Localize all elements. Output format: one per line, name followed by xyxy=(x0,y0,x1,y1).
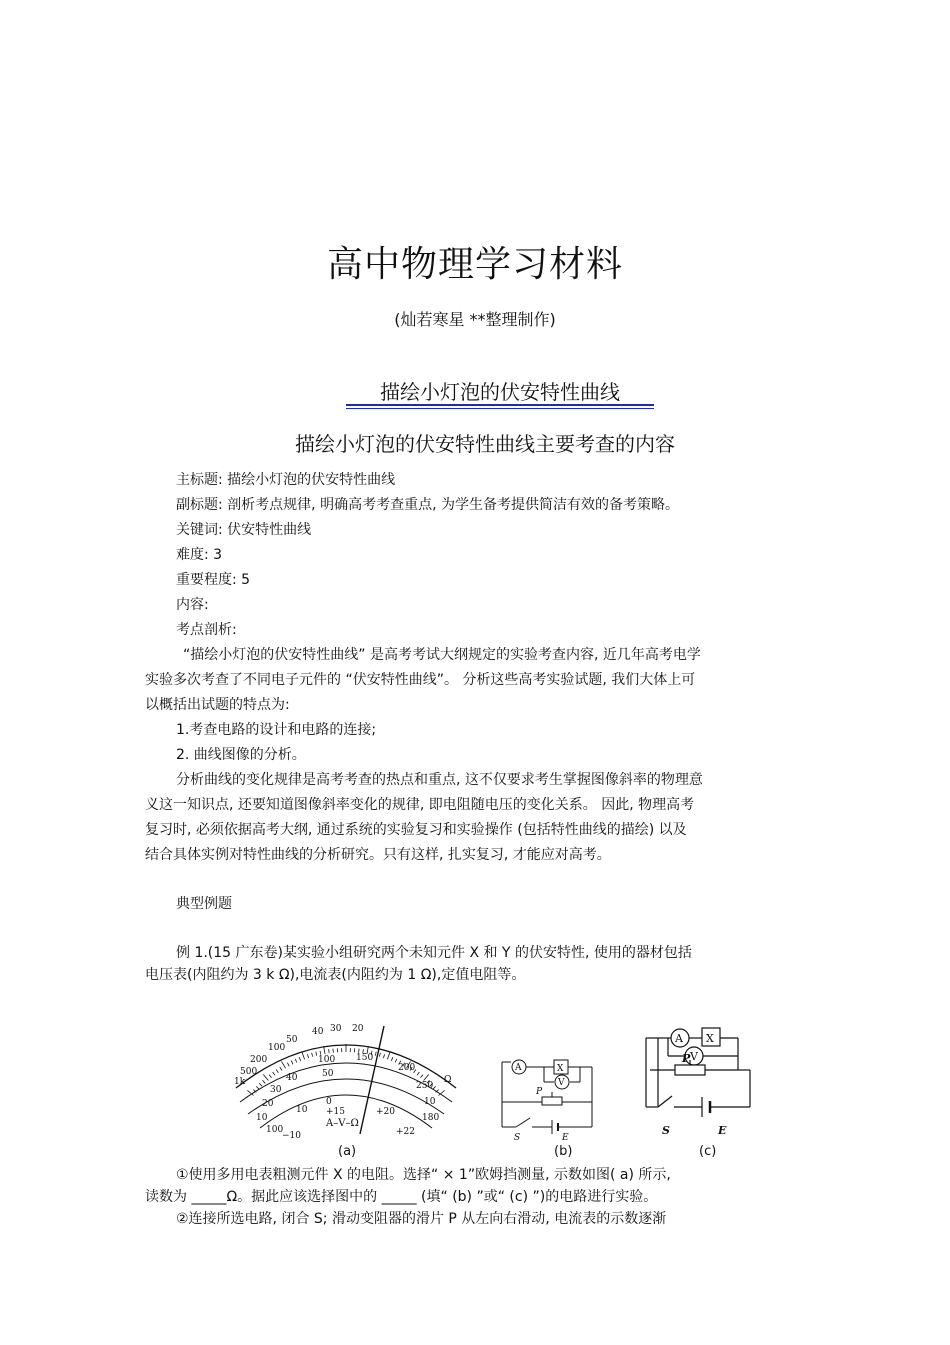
dial-right-omega: Ω xyxy=(444,1075,452,1085)
circuit-c-figure xyxy=(640,1010,760,1142)
dial-tick xyxy=(316,1052,317,1056)
dial-tick xyxy=(282,1061,286,1068)
dial-tick xyxy=(273,1072,275,1075)
example-1-line-2: 电压表(内阻约为 3 k Ω),电流表(内阻约为 1 Ω),定值电阻等。 xyxy=(145,967,526,983)
dial-tick xyxy=(395,1059,397,1063)
dial-tick xyxy=(291,1061,293,1065)
dial-tick xyxy=(424,1074,429,1080)
paragraph-2-line-1: 分析曲线的变化规律是高考考查的热点和重点, 这不仅要求考生掌握图像斜率的物理意 xyxy=(176,772,703,788)
multimeter-dial-figure xyxy=(226,1022,466,1140)
dial-mid-20: 20 xyxy=(262,1099,274,1109)
dial-tick xyxy=(387,1052,390,1060)
dial-tick xyxy=(307,1054,308,1058)
circuit-b-element-x: X xyxy=(557,1064,564,1074)
circuit-b-slider-p: P xyxy=(536,1087,543,1097)
meta-importance: 重要程度: 5 xyxy=(176,572,251,588)
dial-tick xyxy=(263,1080,266,1083)
dial-mid-150: 150 xyxy=(356,1053,374,1063)
dial-tick xyxy=(433,1086,436,1089)
meta-content-label: 内容: xyxy=(176,597,209,613)
list-item-2: 2. 曲线图像的分析。 xyxy=(176,747,306,763)
dial-tick xyxy=(276,1070,278,1073)
dial-right-250: 250 xyxy=(416,1081,434,1091)
credit-line: (灿若寒星 **整理制作) xyxy=(394,310,556,329)
dial-label-30: 30 xyxy=(330,1024,342,1034)
dial-small-22: +22 xyxy=(396,1127,415,1137)
dial-small-0: 0 xyxy=(326,1097,332,1107)
dial-tick xyxy=(383,1054,384,1058)
dial-label-1k: 1k xyxy=(234,1077,246,1087)
circuit-b-voltmeter-icon: V xyxy=(558,1078,565,1088)
section-subtitle: 描绘小灯泡的伏安特性曲线主要考查的内容 xyxy=(295,432,675,456)
dial-right-10: 10 xyxy=(424,1097,436,1107)
dial-tick xyxy=(329,1049,330,1053)
paragraph-2-line-2: 义这一知识点, 还要知道图像斜率变化的规律, 即电阻随电压的变化关系。 因此, 物理高考 xyxy=(145,797,695,813)
dial-tick xyxy=(295,1059,297,1063)
dial-label-40: 40 xyxy=(312,1027,324,1037)
paragraph-1-line-3: 以概括出试题的特点为: xyxy=(145,697,290,713)
dial-right-180: 180 xyxy=(422,1113,440,1123)
dial-tick xyxy=(259,1083,262,1086)
circuit-c-ammeter-icon: A xyxy=(675,1032,683,1045)
dial-tick xyxy=(299,1057,301,1061)
dial-mid-30: 30 xyxy=(270,1085,282,1095)
paragraph-2-line-3: 复习时, 必须依据高考大纲, 通过系统的实验复习和实验操作 (包括特性曲线的描绘) 以及 xyxy=(145,822,687,838)
dial-tick xyxy=(269,1075,272,1078)
list-item-1: 1.考查电路的设计和电路的连接; xyxy=(176,722,377,738)
dial-tick xyxy=(312,1053,313,1057)
dial-tick xyxy=(333,1049,334,1053)
circuit-c-battery-e: E xyxy=(718,1124,727,1137)
circuit-b-ammeter-icon: A xyxy=(515,1063,522,1073)
circuit-c-voltmeter-icon: V xyxy=(690,1050,698,1063)
meta-keywords: 关键词: 伏安特性曲线 xyxy=(176,522,312,538)
figure-b-label: (b) xyxy=(554,1144,573,1159)
meta-difficulty: 难度: 3 xyxy=(176,547,223,563)
dial-tick xyxy=(391,1057,393,1061)
question-1-line-1: ①使用多用电表粗测元件 X 的电阻。选择“ × 1”欧姆挡测量, 示数如图( a) 所示, xyxy=(176,1167,671,1183)
dial-tick xyxy=(256,1086,259,1089)
circuit-b-battery-e: E xyxy=(562,1133,569,1142)
circuit-b-switch-s: S xyxy=(514,1133,521,1142)
dial-tick xyxy=(280,1067,282,1070)
question-2-line-1: ②连接所选电路, 闭合 S; 滑动变阻器的滑片 P 从左向右滑动, 电流表的示数逐渐 xyxy=(176,1211,667,1227)
dial-tick xyxy=(417,1072,419,1075)
dial-mid-50: 50 xyxy=(322,1069,334,1079)
dial-right-200: 200 xyxy=(398,1063,416,1073)
dial-tick xyxy=(263,1074,268,1080)
dial-label-20: 20 xyxy=(352,1024,364,1034)
dial-small-20: +20 xyxy=(376,1107,395,1117)
circuit-c-switch-s: S xyxy=(662,1124,670,1137)
dial-center-label: A–V–Ω xyxy=(326,1118,359,1129)
dial-label-500: 500 xyxy=(240,1067,258,1077)
paragraph-1-line-1: “描绘小灯泡的伏安特性曲线” 是高考考试大纲规定的实验考查内容, 近几年高考电学 xyxy=(183,647,701,663)
dial-inner-100: 100 xyxy=(266,1125,284,1135)
dial-label-50: 50 xyxy=(286,1035,298,1045)
circuit-b-figure xyxy=(492,1052,602,1142)
example-1-line-1: 例 1.(15 广东卷)某实验小组研究两个未知元件 X 和 Y 的伏安特性, 使用的器材包括 xyxy=(176,945,692,961)
dial-mid-100: 100 xyxy=(318,1055,336,1065)
circuit-c-slider-p: P xyxy=(682,1052,691,1065)
topic-heading: 描绘小灯泡的伏安特性曲线 xyxy=(380,380,620,404)
dial-small-15: +15 xyxy=(326,1107,345,1117)
dial-tick xyxy=(287,1063,289,1067)
meta-sub-title: 副标题: 剖析考点规律, 明确高考考查重点, 为学生备考提供简洁有效的备考策略。 xyxy=(176,497,679,513)
dial-small-10: 10 xyxy=(296,1105,308,1115)
question-1-line-2: 读数为 _____Ω。据此应该选择图中的 _____ (填“ (b) ”或“ (c) ”)的电路进行实验。 xyxy=(145,1189,658,1205)
dial-tick xyxy=(302,1052,305,1060)
figure-a-label: (a) xyxy=(338,1144,357,1159)
paragraph-1-line-2: 实验多次考查了不同电子元件的 “伏安特性曲线”。 分析这些高考实验试题, 我们大体上可 xyxy=(145,672,696,688)
dial-mid-10: 10 xyxy=(256,1113,268,1123)
dial-label-100: 100 xyxy=(268,1043,286,1053)
dial-tick xyxy=(420,1075,423,1078)
dial-mid-40: 40 xyxy=(286,1073,298,1083)
topic-underline-secondary xyxy=(346,408,654,409)
meta-main-title: 主标题: 描绘小灯泡的伏安特性曲线 xyxy=(176,472,396,488)
examples-heading: 典型例题 xyxy=(176,896,232,912)
circuit-c-element-x: X xyxy=(706,1032,714,1045)
dial-tick xyxy=(375,1052,376,1056)
meta-analysis-label: 考点剖析: xyxy=(176,622,237,638)
dial-label-200: 200 xyxy=(250,1055,268,1065)
paragraph-2-line-4: 结合具体实例对特性曲线的分析研究。只有这样, 扎实复习, 才能应对高考。 xyxy=(145,847,611,863)
document-title: 高中物理学习材料 xyxy=(326,244,623,285)
topic-underline xyxy=(346,404,654,406)
dial-inner-neg10: −10 xyxy=(282,1131,301,1140)
dial-tick xyxy=(379,1053,380,1057)
figure-c-label: (c) xyxy=(699,1144,717,1159)
